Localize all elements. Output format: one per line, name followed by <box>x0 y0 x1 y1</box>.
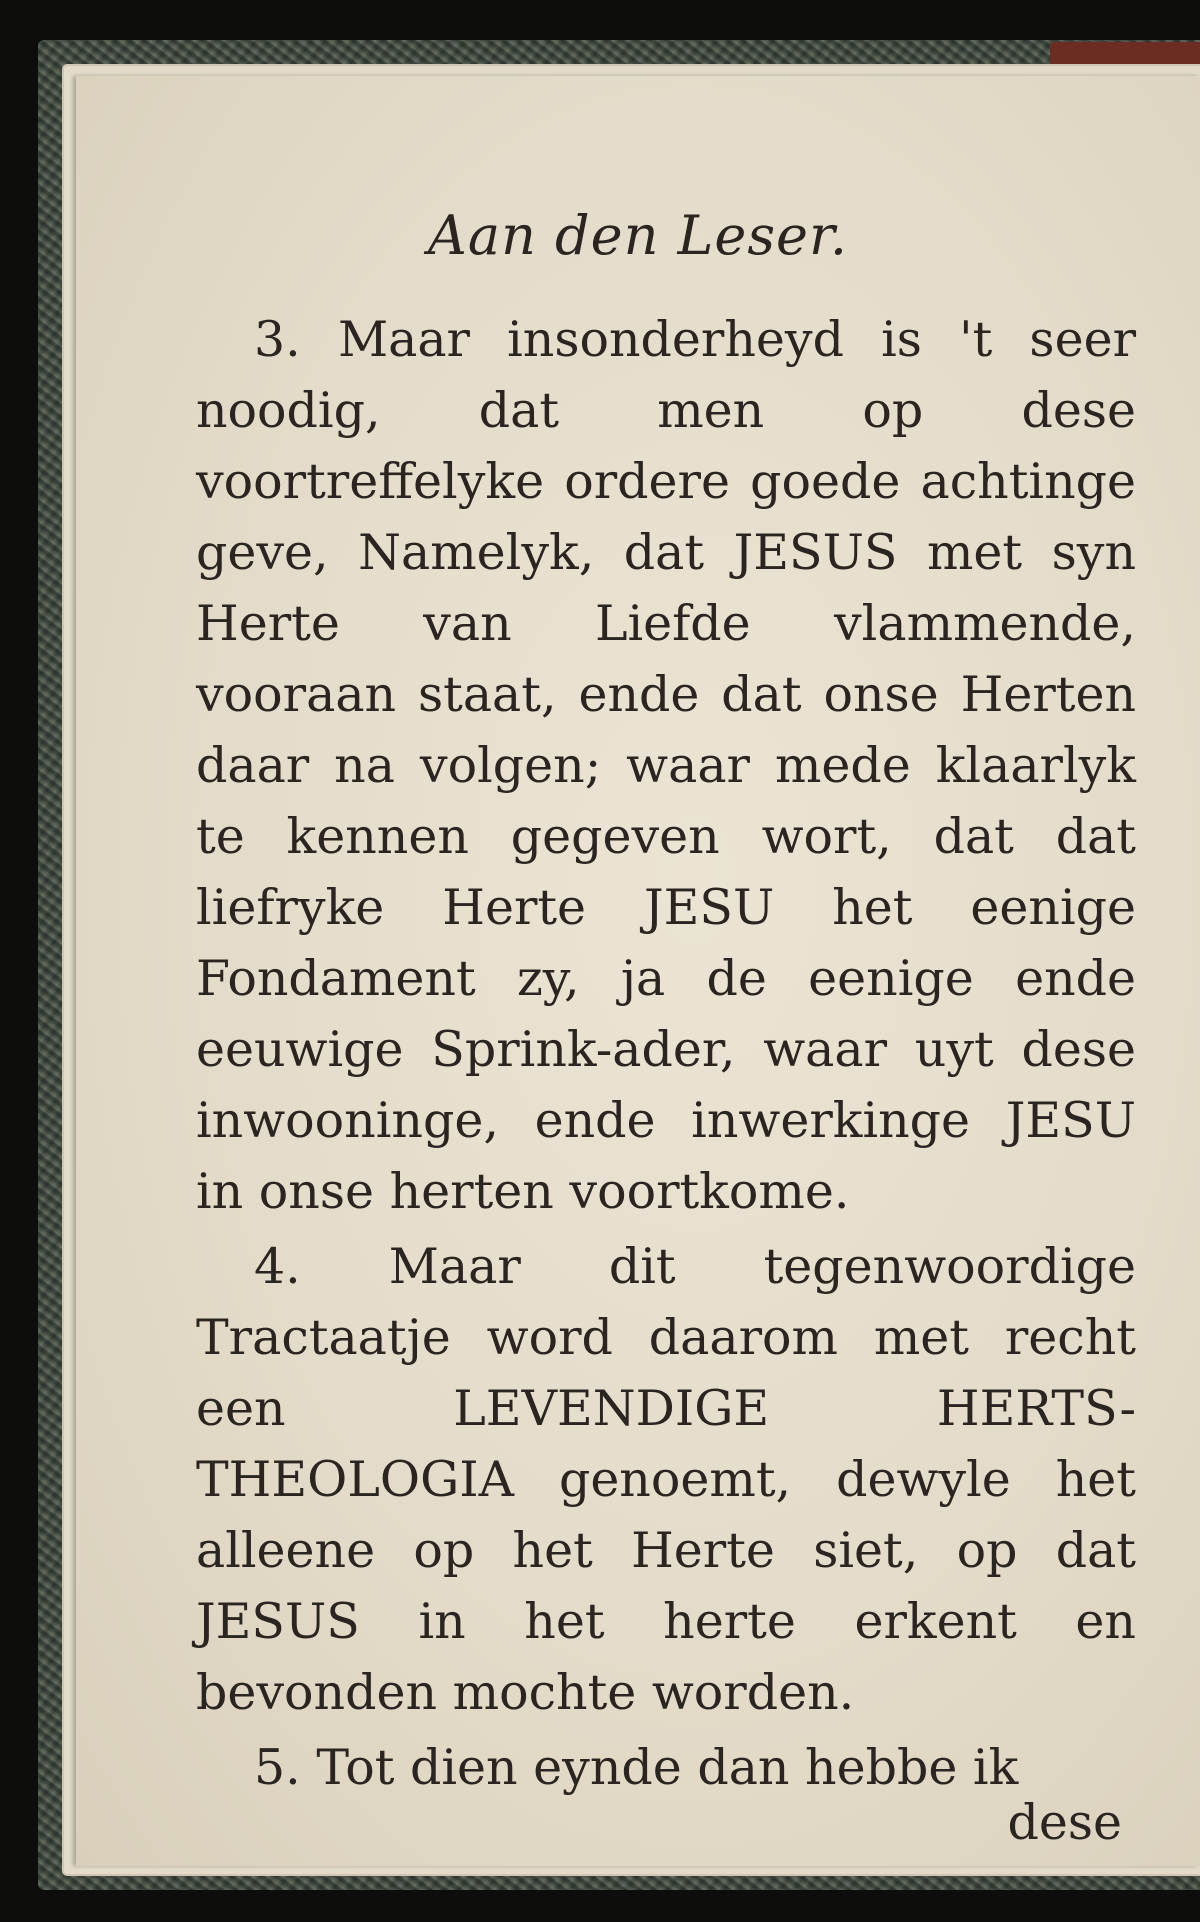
paragraph-text: Tot dien eynde dan hebbe ik <box>316 1739 1019 1796</box>
paragraph-3 <box>196 304 1136 1227</box>
paragraph-4 <box>196 1231 1136 1728</box>
paragraph-number: 3. <box>254 311 301 368</box>
paragraph-text: Maar dit tegenwoordige Tractaatje word daarom met recht een LEVENDIGE HERTS-THEOLOGIA genoemt, dewyle het alleene op het Herte siet, op dat JESUS in het herte erkent en bevonden mochte worden. <box>196 1238 1136 1721</box>
paragraph-text: Maar insonderheyd is 't seer noodig, dat men op dese voortreffelyke ordere goede achtinge geve, Namelyk, dat JESUS met syn Herte van Liefde vlammende, vooraan staat, ende dat onse Herten daar na volgen; waar mede klaarlyk te kennen gegeven wort, dat dat liefryke Herte JESU het eenige Fondament zy, ja de eenige ende eeuwige Sprink-ader, waar uyt dese inwooninge, ende inwerkinge JESU in onse herten voortkome. <box>196 311 1136 1220</box>
book-page <box>76 76 1200 1866</box>
catchword: dese <box>1007 1794 1122 1851</box>
paragraph-5 <box>196 1732 1136 1803</box>
running-head: Aan den Leser. <box>427 204 849 267</box>
paragraph-number: 4. <box>254 1238 301 1295</box>
paragraph-number: 5. <box>254 1739 301 1796</box>
page-body <box>196 304 1136 1807</box>
